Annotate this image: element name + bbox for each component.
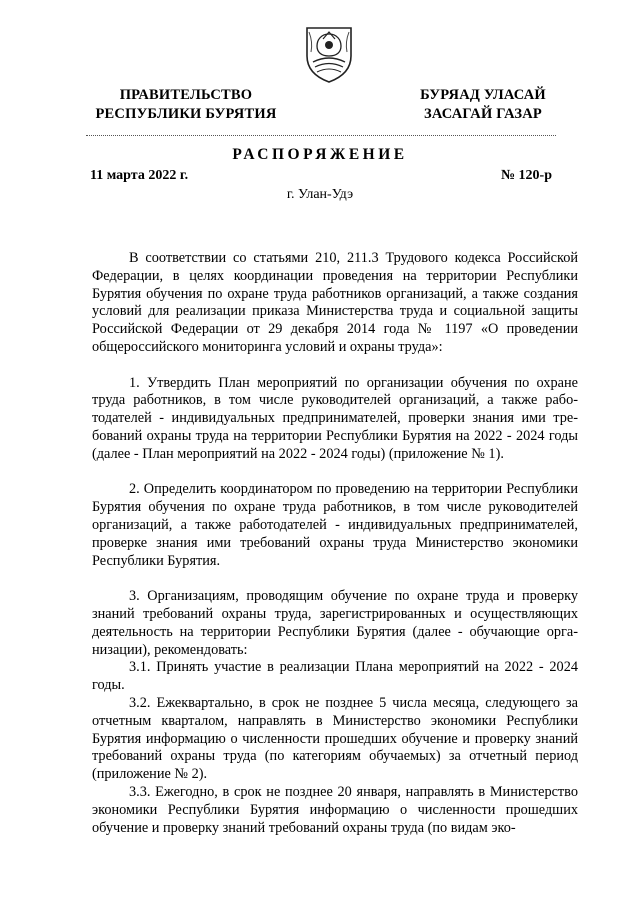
document-number: № 120-р xyxy=(500,168,552,183)
paragraph-item-3-2: 3.2. Ежеквартально, в срок не позднее 5 числа месяца, следующего за отчетным кварталом, направлять в Министерство экономики Республики Бурятия информацию о численности прошедших обучение и проверку знаний требований охраны труда (по категориям обучаемых) за отчетный период (приложение № 2). xyxy=(92,694,578,783)
issuer-name-buryat xyxy=(408,86,558,124)
document-body xyxy=(92,250,578,837)
paragraph-item-1: 1. Утвердить План мероприятий по организации обучения по охране труда работников, в том числе руководителей организаций, а также работодателей - индивидуальных предпринимателей, проверки знания ими требований охраны труда на территории Республики Бурятия на 2022 - 2024 годы (далее - План мероприятий на 2022 - 2024 годы) (приложение № 1). xyxy=(92,374,578,462)
document-date: 11 марта 2022 г. xyxy=(90,168,189,183)
paragraph-item-3-3: 3.3. Ежегодно, в срок не позднее 20 января, направлять в Министерство экономики Республики Бурятия информацию о численности прошедших обучение и проверку знаний требований охраны труда (по видам эко- xyxy=(92,783,578,836)
issuer-name-russian xyxy=(88,86,284,124)
issuer-line: ПРАВИТЕЛЬСТВО xyxy=(119,87,253,103)
issuer-line: ЗАСАГАЙ ГАЗАР xyxy=(424,106,542,122)
document-city: г. Улан-Удэ xyxy=(286,187,354,202)
paragraph-item-2: 2. Определить координатором по проведению на территории Республики Бурятия обучения по охране труда работников, в том числе руководителей организаций, а также работодателей - индивидуальных предпринимателей, проверке знания ими требований охраны труда Министерство экономики Республики Бурятия. xyxy=(92,481,578,569)
header-divider xyxy=(86,135,556,136)
issuer-line: РЕСПУБЛИКИ БУРЯТИЯ xyxy=(95,106,277,122)
paragraph-preamble: В соответствии со статьями 210, 211.3 Трудового кодекса Российской Федерации, в целях координации проведения на территории Республики Бурятия обучения по охране труда работников организаций, а также создания условий для реализации приказа Министерства труда и социальной защиты Российской Федерации от 29 декабря 2014 года № 1197 «О проведении общероссийского мониторинга условий и охраны труда»: xyxy=(92,250,578,355)
coat-of-arms-icon xyxy=(299,22,359,84)
document-title: РАСПОРЯЖЕНИЕ xyxy=(232,146,408,163)
issuer-line: БУРЯАД УЛАСАЙ xyxy=(420,87,546,103)
paragraph-item-3: 3. Организациям, проводящим обучение по охране труда и проверку знаний требований охраны труда, зарегистрированных и осуществляющих деятельность на территории Республики Бурятия (далее - обучающие организации), рекомендовать: xyxy=(92,588,578,658)
paragraph-item-3-1: 3.1. Принять участие в реализации Плана мероприятий на 2022 - 2024 годы. xyxy=(92,659,578,694)
